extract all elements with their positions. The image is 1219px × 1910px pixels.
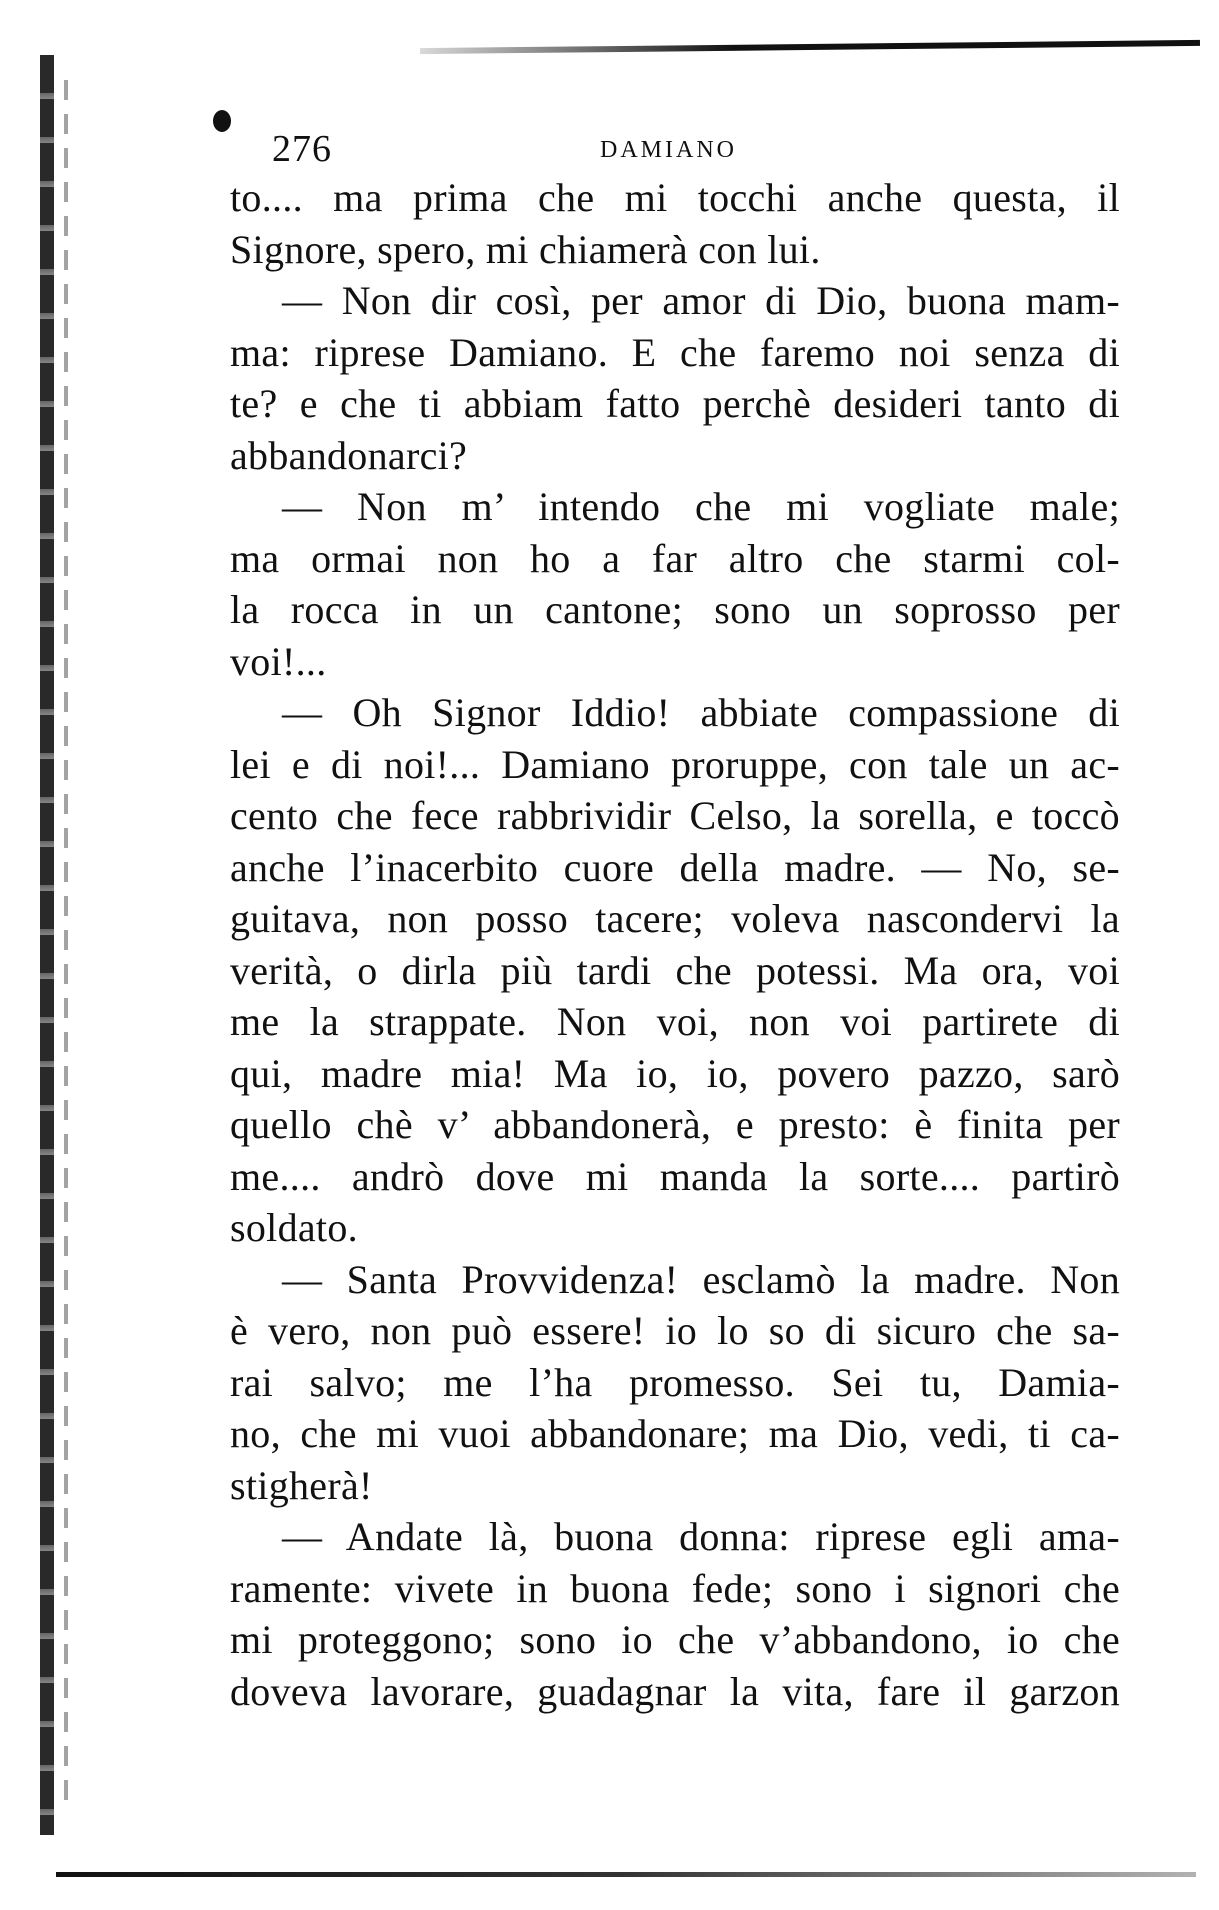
text-line: rai salvo; me l’ha promesso. Sei tu, Damia-	[230, 1359, 1120, 1405]
text-line: guitava, non posso tacere; voleva nascondervi la	[230, 896, 1120, 941]
text-line: — Oh Signor Iddio! abbiate compassione di	[282, 690, 1120, 735]
text-line: te? e che ti abbiam fatto perchè desideri tanto di	[230, 381, 1120, 426]
running-head: DAMIANO	[600, 137, 737, 163]
text-line: — Non m’ intendo che mi vogliate male;	[282, 484, 1120, 529]
text-line: — Non dir così, per amor di Dio, buona mam-	[282, 278, 1120, 323]
text-line: doveva lavorare, guadagnar la vita, fare il garzon	[230, 1668, 1120, 1714]
text-line: verità, o dirla più tardi che potessi. Ma ora, voi	[230, 947, 1120, 993]
text-line: ma: riprese Damiano. E che faremo noi senza di	[230, 329, 1120, 375]
text-line: abbandonarci?	[230, 432, 468, 478]
binding-edge-shadow	[40, 55, 54, 1835]
binding-edge-shadow-inner	[64, 80, 68, 1800]
text-line: me la strappate. Non voi, non voi partirete di	[230, 999, 1120, 1044]
text-line: qui, madre mia! Ma io, io, povero pazzo, sarò	[230, 1050, 1120, 1096]
text-line: — Andate là, buona donna: riprese egli ama-	[282, 1514, 1120, 1559]
text-line: voi!...	[230, 638, 327, 684]
text-line: lei e di noi!... Damiano proruppe, con tale un ac-	[230, 741, 1120, 787]
page-number: 276	[272, 128, 332, 170]
text-line: quello chè v’ abbandonerà, e presto: è finita per	[230, 1102, 1120, 1147]
text-line: ramente: vivete in buona fede; sono i signori che	[230, 1565, 1120, 1611]
text-line: anche l’inacerbito cuore della madre. — No, se-	[230, 844, 1120, 890]
text-line: me.... andrò dove mi manda la sorte.... partirò	[230, 1153, 1120, 1199]
text-line: la rocca in un cantone; sono un soprosso per	[230, 587, 1120, 632]
top-scan-edge	[420, 40, 1200, 54]
text-line: to.... ma prima che mi tocchi anche questa, il	[230, 175, 1120, 220]
text-line: — Santa Provvidenza! esclamò la madre. Non	[282, 1256, 1120, 1302]
ink-speck	[213, 110, 231, 132]
bottom-scan-edge	[56, 1872, 1196, 1877]
text-line: mi proteggono; sono io che v’abbandono, io che	[230, 1617, 1120, 1662]
body-text	[230, 172, 1120, 1717]
text-line: stigherà!	[230, 1462, 373, 1508]
text-line: cento che fece rabbrividir Celso, la sorella, e toccò	[230, 793, 1120, 838]
text-line: soldato.	[230, 1205, 358, 1250]
text-line: ma ormai non ho a far altro che starmi col-	[230, 535, 1120, 581]
text-line: no, che mi vuoi abbandonare; ma Dio, vedi, ti ca-	[230, 1411, 1120, 1456]
page-header	[272, 124, 1132, 174]
text-line: Signore, spero, mi chiamerà con lui.	[230, 226, 821, 272]
text-line: è vero, non può essere! io lo so di sicuro che sa-	[230, 1308, 1120, 1353]
